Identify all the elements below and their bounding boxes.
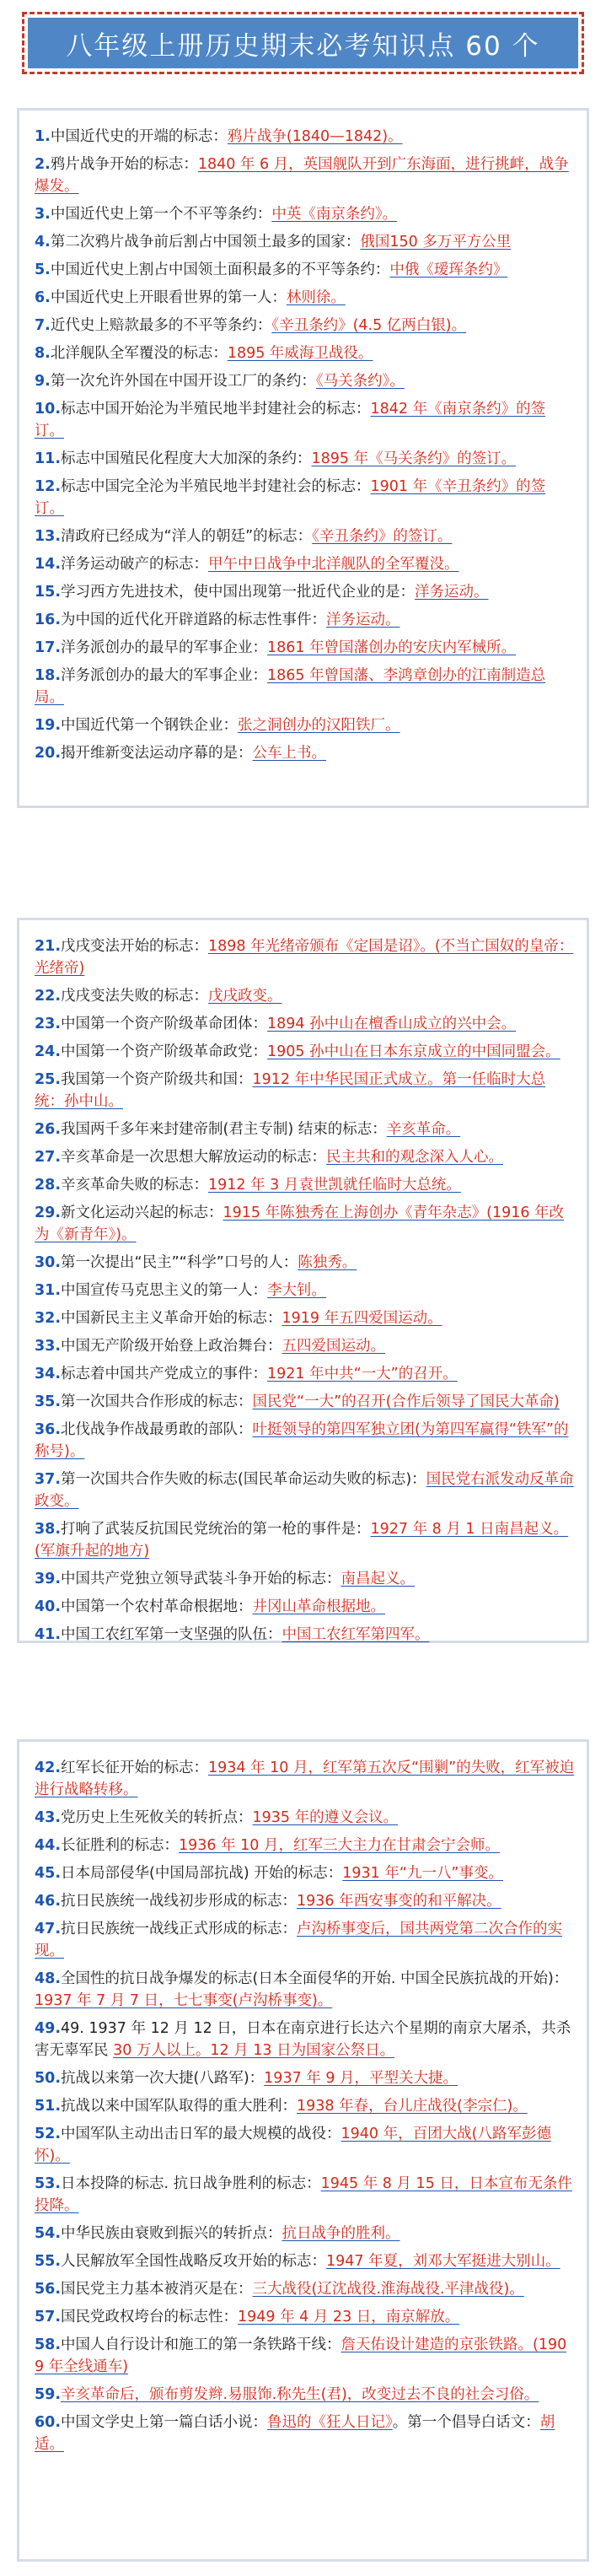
list-item xyxy=(35,935,575,979)
item-answer: 洋务运动。 xyxy=(326,612,400,628)
item-number: 4. xyxy=(35,234,51,251)
item-number: 6. xyxy=(35,289,51,306)
list-item xyxy=(35,1335,575,1357)
item-question: 鸦片战争开始的标志： xyxy=(50,156,198,173)
item-question: 清政府已经成为“洋人的朝廷”的标志： xyxy=(61,528,313,545)
item-question: 中国共产党独立领导武装斗争开始的标志： xyxy=(61,1571,341,1587)
item-question: 日本局部侵华(中国局部抗战) 开始的标志： xyxy=(61,1865,343,1882)
list-item xyxy=(35,1469,575,1512)
item-question: 标志着中国共产党成立的事件： xyxy=(61,1366,268,1382)
item-question: 中国第一个资产阶级革命政党： xyxy=(61,1043,268,1060)
item-answer: 1840 年 6 月，英国舰队开到广东海面，进行挑衅，战争爆发。 xyxy=(35,156,569,195)
item-answer: 李大钊。 xyxy=(267,1282,327,1299)
list-item xyxy=(35,476,575,520)
item-number: 44. xyxy=(35,1837,62,1854)
item-number: 41. xyxy=(35,1626,62,1643)
item-question: 中国新民主主义革命开始的标志： xyxy=(61,1310,282,1327)
item-question: 戊戌变法失败的标志： xyxy=(61,988,209,1005)
item-number: 15. xyxy=(35,584,62,601)
item-answer: 1949 年 4 月 23 日，南京解放。 xyxy=(238,2309,460,2325)
item-question: 日本投降的标志. 抗日战争胜利的标志： xyxy=(61,2175,321,2192)
list-item xyxy=(35,609,575,631)
item-question: 标志中国殖民化程度大大加深的条约： xyxy=(61,450,312,467)
item-question: 中国军队主动出击日军的最大规模的战役： xyxy=(61,2126,341,2142)
item-number: 25. xyxy=(35,1071,62,1088)
list-item xyxy=(35,1568,575,1590)
list-item xyxy=(35,1862,575,1884)
item-answer: 1937 年 7 月 7 日，七七事变(卢沟桥事变)。 xyxy=(35,1992,333,2009)
item-number: 9. xyxy=(35,373,51,390)
item-question: 辛亥革命是一次思想大解放运动的标志： xyxy=(61,1149,327,1166)
item-number: 27. xyxy=(35,1149,62,1166)
list-item xyxy=(35,525,575,547)
list-item xyxy=(35,2334,575,2378)
item-number: 36. xyxy=(35,1421,62,1438)
list-item xyxy=(35,2123,575,2167)
list-item xyxy=(35,2067,575,2089)
item-answer: 俄国150 多万平方公里 xyxy=(360,234,512,251)
item-question: 洋务派创办的最早的军事企业： xyxy=(61,639,268,656)
list-item xyxy=(35,448,575,470)
item-question: 中国无产阶级开始登上政治舞台： xyxy=(61,1338,282,1355)
item-answer: 1898 年光绪帝颁布《定国是诏》。(不当亡国奴的皇帝：光绪帝) xyxy=(35,938,574,977)
item-answer: 陈独秀。 xyxy=(298,1254,357,1271)
list-item xyxy=(35,398,575,442)
list-item xyxy=(35,2223,575,2245)
knowledge-card-1 xyxy=(17,108,589,808)
item-answer: 戊戌政变。 xyxy=(208,988,282,1005)
list-item xyxy=(35,2278,575,2300)
item-question: 第二次鸦片战争前后割占中国领土最多的国家： xyxy=(50,234,361,251)
item-number: 11. xyxy=(35,450,62,467)
item-question: 中国宣传马克思主义的第一人： xyxy=(61,1282,268,1299)
item-question: 党历史上生死攸关的转折点： xyxy=(61,1809,253,1826)
item-question: 抗战以来第一次大捷(八路军)： xyxy=(61,2070,265,2087)
item-answer: 公车上书。 xyxy=(252,745,327,762)
item-answer: 1895 年《马关条约》的签订。 xyxy=(311,450,517,467)
list-item xyxy=(35,1174,575,1196)
item-number: 49. xyxy=(35,2020,62,2037)
item-answer: 1935 年的遵义会议。 xyxy=(252,1809,399,1826)
item-answer: 1901 年《辛丑条约》的签订。 xyxy=(35,478,546,517)
item-question: 洋务运动破产的标志： xyxy=(61,556,209,573)
item-answer: 1865 年曾国藩、李鸿章创办的江南制造总局。 xyxy=(35,667,546,706)
item-number: 32. xyxy=(35,1310,62,1327)
item-question: 中国近代第一个钢铁企业： xyxy=(61,717,239,734)
list-item xyxy=(35,287,575,309)
item-question: 抗日民族统一战线正式形成的标志： xyxy=(61,1921,298,1937)
item-answer: 1842 年《南京条约》的签订。 xyxy=(35,401,546,439)
item-question: 中国近代史上割占中国领土面积最多的不平等条约： xyxy=(50,261,390,278)
item-answer: 《辛丑条约》的签订。 xyxy=(312,528,453,545)
item-question: 中国文学史上第一篇白话小说： xyxy=(61,2414,268,2431)
item-answer: 1934 年 10 月，红军第五次反“围剿”的失败，红军被迫进行战略转移。 xyxy=(35,1760,575,1798)
list-item xyxy=(35,1391,575,1413)
item-question: 我国两千多年来封建帝制(君主专制) 结束的标志： xyxy=(61,1121,387,1138)
list-item xyxy=(35,1041,575,1063)
item-answer: 1938 年春，台儿庄战役(李宗仁)。 xyxy=(297,2098,528,2115)
item-question: 国民党政权垮台的标志性： xyxy=(61,2309,239,2325)
item-answer: 1937 年 9 月，平型关大捷。 xyxy=(264,2070,459,2087)
list-item xyxy=(35,637,575,659)
item-question: 人民解放军全国性战略反攻开始的标志： xyxy=(61,2253,327,2270)
item-number: 2. xyxy=(35,156,51,173)
list-item xyxy=(35,985,575,1007)
item-question: 中国人自行设计和施工的第一条铁路干线： xyxy=(61,2336,341,2353)
item-answer: 洋务运动。 xyxy=(415,584,489,601)
list-item xyxy=(35,370,575,392)
item-number: 48. xyxy=(35,1970,62,1987)
item-answer: 1945 年 8 月 15 日，日本宣布无条件投降。 xyxy=(35,2175,572,2214)
item-question: 打响了武装反抗国民党统治的第一枪的事件是： xyxy=(61,1521,371,1538)
item-number: 33. xyxy=(35,1338,62,1355)
item-answer: 胡适。 xyxy=(35,2414,555,2453)
list-item xyxy=(35,1624,575,1646)
list-item xyxy=(35,315,575,337)
item-number: 18. xyxy=(35,667,62,684)
item-answer: 中国工农红军第四军。 xyxy=(282,1626,430,1643)
item-number: 29. xyxy=(35,1204,62,1221)
item-answer: 林则徐。 xyxy=(286,289,346,306)
card-list xyxy=(19,1742,587,2468)
item-question: 学习西方先进技术，使中国出现第一批近代企业的是： xyxy=(61,584,416,601)
item-answer: 中俄《瑷珲条约》 xyxy=(389,261,508,278)
item-number: 35. xyxy=(35,1393,62,1410)
item-number: 10. xyxy=(35,401,62,418)
item-number: 12. xyxy=(35,478,62,495)
list-item xyxy=(35,1968,575,2012)
item-number: 1. xyxy=(35,128,51,145)
list-item xyxy=(35,581,575,603)
item-answer: 詹天佑设计建造的京张铁路。(1909 年全线通车) xyxy=(35,2336,567,2375)
item-answer: 1936 年西安事变的和平解决。 xyxy=(297,1893,501,1910)
list-item xyxy=(35,2412,575,2455)
item-question: 揭开维新变法运动序幕的是： xyxy=(61,745,253,762)
item-answer: 国民党“一大”的召开(合作后领导了国民大革命) xyxy=(252,1393,560,1410)
item-number: 43. xyxy=(35,1809,62,1826)
item-number: 16. xyxy=(35,612,62,628)
card-list xyxy=(19,110,587,777)
item-question: 全国性的抗日战争爆发的标志(日本全面侵华的开始. 中国全民族抗战的开始)： xyxy=(61,1970,569,1987)
item-number: 37. xyxy=(35,1471,62,1488)
item-answer: 辛亥革命。 xyxy=(386,1121,461,1138)
item-number: 17. xyxy=(35,639,62,656)
item-answer: 1905 孙中山在日本东京成立的中国同盟会。 xyxy=(267,1043,560,1060)
item-number: 3. xyxy=(35,206,51,223)
item-answer: 1919 年五四爱国运动。 xyxy=(282,1310,442,1327)
item-question: 中国近代史的开端的标志： xyxy=(50,128,228,145)
list-item xyxy=(35,1419,575,1463)
item-number: 13. xyxy=(35,528,62,545)
item-answer: 民主共和的观念深入人心。 xyxy=(326,1149,504,1166)
item-number: 34. xyxy=(35,1366,62,1382)
item-question: 中国第一个农村革命根据地： xyxy=(61,1598,253,1615)
item-answer: 1921 年中共“一大”的召开。 xyxy=(267,1366,458,1382)
knowledge-card-3 xyxy=(17,1739,589,2562)
list-item xyxy=(35,1835,575,1857)
item-question: 。第一个倡导白话文： xyxy=(392,2414,540,2431)
item-answer: 30 万人以上。12 月 13 日为国家公祭日。 xyxy=(113,2042,395,2059)
item-answer: 1915 年陈独秀在上海创办《青年杂志》(1916 年改为《新青年》)。 xyxy=(35,1204,565,1243)
item-answer: 1895 年威海卫战役。 xyxy=(227,345,373,362)
item-question: 第一次提出“民主”“科学”口号的人： xyxy=(61,1254,298,1271)
item-question: 49. 1937 年 12 月 12 日，日本在南京进行长达六个星期的南京大屠杀，共杀害无辜军民 xyxy=(35,2020,571,2059)
item-answer: 1927 年 8 月 1 日南昌起义。(军旗升起的地方) xyxy=(35,1521,569,1560)
item-question: 中国近代史上开眼看世界的第一人： xyxy=(50,289,287,306)
card-list xyxy=(19,920,587,1658)
item-answer: 鲁迅的《狂人日记》 xyxy=(267,2414,393,2431)
item-answer: 甲午中日战争中北洋舰队的全军覆没。 xyxy=(208,556,459,573)
item-number: 23. xyxy=(35,1016,62,1032)
item-number: 45. xyxy=(35,1865,62,1882)
item-question: 第一次允许外国在中国开设工厂的条约： xyxy=(50,373,316,390)
item-answer: 1947 年夏，刘邓大军挺进大别山。 xyxy=(326,2253,560,2270)
list-item xyxy=(35,1757,575,1801)
list-item xyxy=(35,203,575,225)
item-number: 31. xyxy=(35,1282,62,1299)
item-answer: 鸦片战争(1840—1842)。 xyxy=(227,128,403,145)
item-number: 30. xyxy=(35,1254,62,1271)
list-item xyxy=(35,665,575,709)
item-number: 38. xyxy=(35,1521,62,1538)
item-question: 中华民族由衰败到振兴的转折点： xyxy=(61,2225,282,2242)
item-answer: 1861 年曾国藩创办的安庆内军械所。 xyxy=(267,639,517,656)
list-item xyxy=(35,2095,575,2117)
list-item xyxy=(35,2018,575,2061)
item-number: 40. xyxy=(35,1598,62,1615)
list-item xyxy=(35,231,575,253)
list-item xyxy=(35,2306,575,2328)
page-title: 八年级上册历史期末必考知识点 60 个 xyxy=(66,30,540,62)
list-item xyxy=(35,1890,575,1912)
list-item xyxy=(35,1280,575,1301)
item-question: 长征胜利的标志： xyxy=(61,1837,180,1854)
item-answer: 《马关条约》。 xyxy=(315,373,405,390)
item-question: 国民党主力基本被消灭是在： xyxy=(61,2281,253,2298)
item-number: 50. xyxy=(35,2070,62,2087)
item-number: 54. xyxy=(35,2225,62,2242)
item-number: 56. xyxy=(35,2281,62,2298)
list-item xyxy=(35,1307,575,1329)
item-answer: 1936 年 10 月，红军三大主力在甘肃会宁会师。 xyxy=(179,1837,501,1854)
item-question: 我国第一个资产阶级共和国： xyxy=(61,1071,253,1088)
item-number: 47. xyxy=(35,1921,62,1937)
item-question: 中国近代史上第一个不平等条约： xyxy=(50,206,272,223)
item-number: 46. xyxy=(35,1893,62,1910)
item-answer: 张之洞创办的汉阳铁厂。 xyxy=(238,717,400,734)
list-item xyxy=(35,1918,575,1962)
item-number: 14. xyxy=(35,556,62,573)
item-number: 24. xyxy=(35,1043,62,1060)
item-answer: 辛亥革命后，颁布剪发辫.易服饰.称先生(君)，改变过去不良的社会习俗。 xyxy=(61,2386,539,2403)
item-answer: 1940 年，百团大战(八路军彭德怀)。 xyxy=(35,2126,551,2164)
item-number: 42. xyxy=(35,1760,62,1776)
item-answer: 《辛丑条约》(4.5 亿两白银)。 xyxy=(271,317,467,334)
item-question: 近代史上赔款最多的不平等条约： xyxy=(50,317,272,334)
item-answer: 1912 年 3 月袁世凯就任临时大总统。 xyxy=(208,1177,461,1194)
item-number: 21. xyxy=(35,938,62,955)
list-item xyxy=(35,1069,575,1113)
list-item xyxy=(35,1518,575,1562)
item-number: 19. xyxy=(35,717,62,734)
item-answer: 1931 年“九一八”事变。 xyxy=(342,1865,503,1882)
item-number: 51. xyxy=(35,2098,62,2115)
item-number: 5. xyxy=(35,261,51,278)
list-item xyxy=(35,742,575,764)
item-answer: 三大战役(辽沈战役.淮海战役.平津战役)。 xyxy=(252,2281,524,2298)
item-question: 为中国的近代化开辟道路的标志性事件： xyxy=(61,612,327,628)
list-item xyxy=(35,1807,575,1829)
item-number: 57. xyxy=(35,2309,62,2325)
list-item xyxy=(35,2250,575,2272)
item-question: 红军长征开始的标志： xyxy=(61,1760,209,1776)
item-question: 标志中国开始沦为半殖民地半封建社会的标志： xyxy=(61,401,371,418)
knowledge-card-2 xyxy=(17,918,589,1643)
item-question: 抗日民族统一战线初步形成的标志： xyxy=(61,1893,298,1910)
item-number: 58. xyxy=(35,2336,62,2353)
item-answer: 1894 孙中山在檀香山成立的兴中会。 xyxy=(267,1016,517,1032)
list-item xyxy=(35,2173,575,2217)
page-title-banner xyxy=(24,13,582,73)
item-question: 第一次国共合作形成的标志： xyxy=(61,1393,253,1410)
list-item xyxy=(35,1146,575,1168)
item-question: 北伐战争作战最勇敢的部队： xyxy=(61,1421,253,1438)
item-answer: 1912 年中华民国正式成立。第一任临时大总统：孙中山。 xyxy=(35,1071,546,1110)
item-number: 8. xyxy=(35,345,51,362)
list-item xyxy=(35,1363,575,1385)
item-number: 60. xyxy=(35,2414,62,2431)
list-item xyxy=(35,714,575,736)
item-number: 20. xyxy=(35,745,62,762)
item-number: 7. xyxy=(35,317,51,334)
list-item xyxy=(35,553,575,575)
item-number: 53. xyxy=(35,2175,62,2192)
item-answer: 五四爱国运动。 xyxy=(282,1338,386,1355)
list-item xyxy=(35,259,575,281)
item-question: 抗战以来中国军队取得的重大胜利： xyxy=(61,2098,298,2115)
item-answer: 南昌起义。 xyxy=(341,1571,416,1587)
list-item xyxy=(35,2384,575,2406)
list-item xyxy=(35,1013,575,1035)
item-number: 55. xyxy=(35,2253,62,2270)
item-number: 28. xyxy=(35,1177,62,1194)
list-item xyxy=(35,1202,575,1246)
item-number: 52. xyxy=(35,2126,62,2142)
item-number: 22. xyxy=(35,988,62,1005)
list-item xyxy=(35,1118,575,1140)
list-item xyxy=(35,1252,575,1274)
item-number: 59. xyxy=(35,2386,62,2403)
item-question: 第一次国共合作失败的标志(国民革命运动失败的标志)： xyxy=(61,1471,426,1488)
item-number: 26. xyxy=(35,1121,62,1138)
list-item xyxy=(35,154,575,197)
list-item xyxy=(35,342,575,364)
item-question: 洋务派创办的最大的军事企业： xyxy=(61,667,268,684)
item-answer: 国民党右派发动反革命政变。 xyxy=(35,1471,574,1510)
item-question: 中国工农红军第一支坚强的队伍： xyxy=(61,1626,282,1643)
item-question: 中国第一个资产阶级革命团体： xyxy=(61,1016,268,1032)
item-answer: 叶挺领导的第四军独立团(为第四军赢得“铁军”的称号)。 xyxy=(35,1421,569,1460)
item-answer: 抗日战争的胜利。 xyxy=(282,2225,400,2242)
item-answer: 井冈山革命根据地。 xyxy=(252,1598,386,1615)
item-question: 戊戌变法开始的标志： xyxy=(61,938,209,955)
item-number: 39. xyxy=(35,1571,62,1587)
item-question: 北洋舰队全军覆没的标志： xyxy=(50,345,228,362)
item-answer: 中英《南京条约》。 xyxy=(271,206,398,223)
item-question: 新文化运动兴起的标志： xyxy=(61,1204,223,1221)
list-item xyxy=(35,1596,575,1618)
item-question: 辛亥革命失败的标志： xyxy=(61,1177,209,1194)
item-answer: 卢沟桥事变后，国共两党第二次合作的实现。 xyxy=(35,1921,563,1959)
list-item xyxy=(35,126,575,148)
item-question: 标志中国完全沦为半殖民地半封建社会的标志： xyxy=(61,478,371,495)
